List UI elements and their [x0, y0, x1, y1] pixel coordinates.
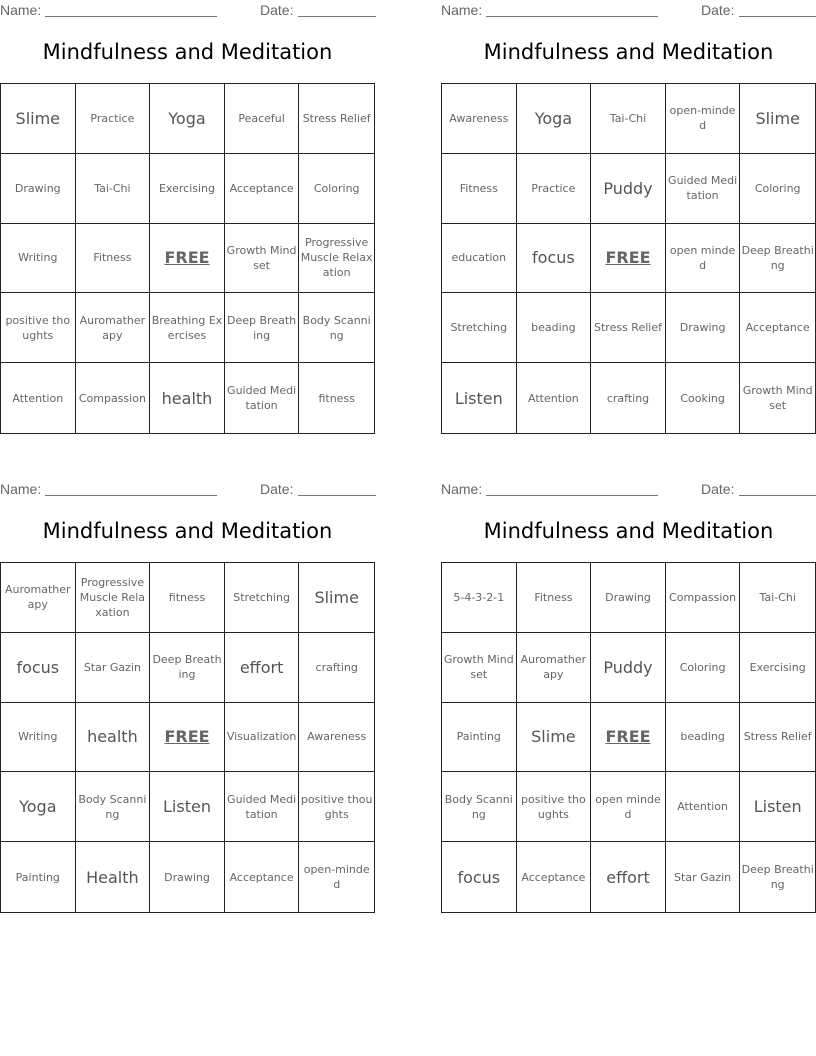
bingo-cell: Attention: [666, 772, 741, 842]
bingo-cell: Stretching: [442, 293, 517, 363]
bingo-cell: Stretching: [225, 563, 300, 633]
bingo-grid: [0, 562, 375, 913]
bingo-cell: Body Scanning: [76, 772, 151, 842]
bingo-cell: Listen: [442, 363, 517, 433]
bingo-cell: open minded: [591, 772, 666, 842]
date-blank-line: [298, 16, 376, 17]
date-label: Date:: [260, 2, 294, 18]
bingo-cell: Growth Mindset: [225, 224, 300, 294]
bingo-cell: Deep Breathing: [150, 633, 225, 703]
bingo-cell: fitness: [150, 563, 225, 633]
bingo-cell: Attention: [1, 363, 76, 433]
bingo-cell: Stress Relief: [591, 293, 666, 363]
bingo-cell: 5-4-3-2-1: [442, 563, 517, 633]
bingo-cell: Exercising: [740, 633, 815, 703]
bingo-cell: crafting: [299, 633, 374, 703]
bingo-cell: Health: [76, 842, 151, 912]
bingo-cell: Writing: [1, 224, 76, 294]
name-blank-line: [45, 16, 217, 17]
name-label: Name:: [0, 2, 42, 18]
name-blank-line: [486, 16, 658, 17]
date-blank-line: [739, 16, 816, 17]
bingo-cell: Deep Breathing: [225, 293, 300, 363]
bingo-cell: Listen: [150, 772, 225, 842]
bingo-cell: beading: [517, 293, 592, 363]
bingo-cell: Drawing: [666, 293, 741, 363]
name-date-header: [0, 0, 376, 20]
bingo-cell: Star Gazin: [666, 842, 741, 912]
bingo-cell: effort: [591, 842, 666, 912]
date-blank-line: [298, 495, 376, 496]
name-blank-line: [45, 495, 217, 496]
name-label: Name:: [0, 481, 42, 497]
bingo-cell: Tai-Chi: [740, 563, 815, 633]
bingo-cell: Coloring: [666, 633, 741, 703]
bingo-cell: Auromatherapy: [1, 563, 76, 633]
bingo-cell: Slime: [299, 563, 374, 633]
bingo-cell: education: [442, 224, 517, 294]
bingo-cell: Slime: [517, 703, 592, 773]
bingo-cell: Drawing: [1, 154, 76, 224]
name-blank-line: [486, 495, 658, 496]
bingo-cell: Exercising: [150, 154, 225, 224]
bingo-cell: health: [150, 363, 225, 433]
bingo-cell: Star Gazin: [76, 633, 151, 703]
bingo-cell: Peaceful: [225, 84, 300, 154]
bingo-cell: Guided Meditation: [225, 772, 300, 842]
bingo-cell: Breathing Exercises: [150, 293, 225, 363]
bingo-cell: Stress Relief: [740, 703, 815, 773]
card-title: Mindfulness and Meditation: [483, 40, 774, 64]
bingo-cell: Acceptance: [740, 293, 815, 363]
bingo-cell: Puddy: [591, 633, 666, 703]
bingo-cell: Yoga: [517, 84, 592, 154]
bingo-cell: Deep Breathing: [740, 224, 815, 294]
bingo-cell: Coloring: [740, 154, 815, 224]
bingo-cell: Auromatherapy: [517, 633, 592, 703]
bingo-cell: Compassion: [76, 363, 151, 433]
bingo-cell: fitness: [318, 391, 355, 405]
bingo-cell: focus: [442, 842, 517, 912]
card-title: Mindfulness and Meditation: [42, 519, 333, 543]
free-space-cell: FREE: [150, 703, 225, 773]
free-space-cell: FREE: [591, 703, 666, 773]
bingo-cell: open-minded: [666, 84, 741, 154]
bingo-cell: Growth Mindset: [442, 633, 517, 703]
bingo-cell: Visualization: [225, 703, 300, 773]
bingo-cell: Drawing: [591, 563, 666, 633]
name-label: Name:: [441, 2, 483, 18]
bingo-cell: Acceptance: [225, 842, 300, 912]
card-title: Mindfulness and Meditation: [42, 40, 333, 64]
bingo-cell: Guided Meditation: [225, 363, 300, 433]
bingo-cell: focus: [1, 633, 76, 703]
bingo-cell: Stress Relief: [299, 84, 374, 154]
date-label: Date:: [701, 2, 735, 18]
bingo-grid: [441, 562, 816, 913]
bingo-cell: Coloring: [299, 154, 374, 224]
bingo-cell: health: [76, 703, 151, 773]
bingo-cell: crafting: [591, 363, 666, 433]
bingo-cell: Awareness: [442, 84, 517, 154]
bingo-cell: Yoga: [1, 772, 76, 842]
bingo-cell: Growth Mindset: [742, 384, 813, 413]
bingo-cell: Fitness: [76, 224, 151, 294]
name-date-header: [0, 479, 376, 499]
bingo-grid: [441, 83, 816, 434]
bingo-cell: positive thoughts: [517, 772, 592, 842]
bingo-cell: Cooking: [666, 363, 741, 433]
bingo-cell: Practice: [517, 154, 592, 224]
bingo-cell: Body Scanning: [442, 772, 517, 842]
bingo-cell: Progressive Muscle Relaxation: [76, 563, 151, 633]
bingo-cell: Listen: [740, 772, 815, 842]
bingo-cell: Acceptance: [517, 842, 592, 912]
bingo-cell: focus: [517, 224, 592, 294]
name-date-header: [441, 479, 816, 499]
date-label: Date:: [260, 481, 294, 497]
bingo-cell: effort: [225, 633, 300, 703]
date-label: Date:: [701, 481, 735, 497]
bingo-cell: Slime: [740, 84, 815, 154]
bingo-cell: Painting: [442, 703, 517, 773]
bingo-cell: Puddy: [591, 154, 666, 224]
name-date-header: [441, 0, 816, 20]
card-title: Mindfulness and Meditation: [483, 519, 774, 543]
bingo-cell: Practice: [76, 84, 151, 154]
bingo-cell: positive thoughts: [299, 772, 374, 842]
bingo-cell: Fitness: [517, 563, 592, 633]
bingo-cell: Auromatherapy: [76, 293, 151, 363]
bingo-cell: open-minded: [303, 863, 370, 892]
date-blank-line: [739, 495, 816, 496]
bingo-cell: Painting: [1, 842, 76, 912]
bingo-cell: Attention: [517, 363, 592, 433]
free-space-cell: FREE: [591, 224, 666, 294]
bingo-cell: Tai-Chi: [591, 84, 666, 154]
bingo-cell: Writing: [1, 703, 76, 773]
bingo-cell: beading: [666, 703, 741, 773]
bingo-cell: Drawing: [150, 842, 225, 912]
name-label: Name:: [441, 481, 483, 497]
free-space-cell: FREE: [150, 224, 225, 294]
bingo-cell: Progressive Muscle Relaxation: [299, 224, 374, 294]
bingo-cell: Guided Meditation: [666, 154, 741, 224]
bingo-cell: Deep Breathing: [741, 863, 814, 892]
bingo-cell: Body Scanning: [299, 293, 374, 363]
bingo-cell: Yoga: [150, 84, 225, 154]
bingo-cell: open minded: [666, 224, 741, 294]
bingo-cell: Slime: [1, 84, 76, 154]
bingo-cell: Tai-Chi: [76, 154, 151, 224]
bingo-cell: Compassion: [666, 563, 741, 633]
bingo-cell: positive thoughts: [1, 293, 76, 363]
bingo-cell: Fitness: [442, 154, 517, 224]
bingo-grid: [0, 83, 375, 434]
bingo-cell: Awareness: [299, 703, 374, 773]
bingo-cell: Acceptance: [225, 154, 300, 224]
